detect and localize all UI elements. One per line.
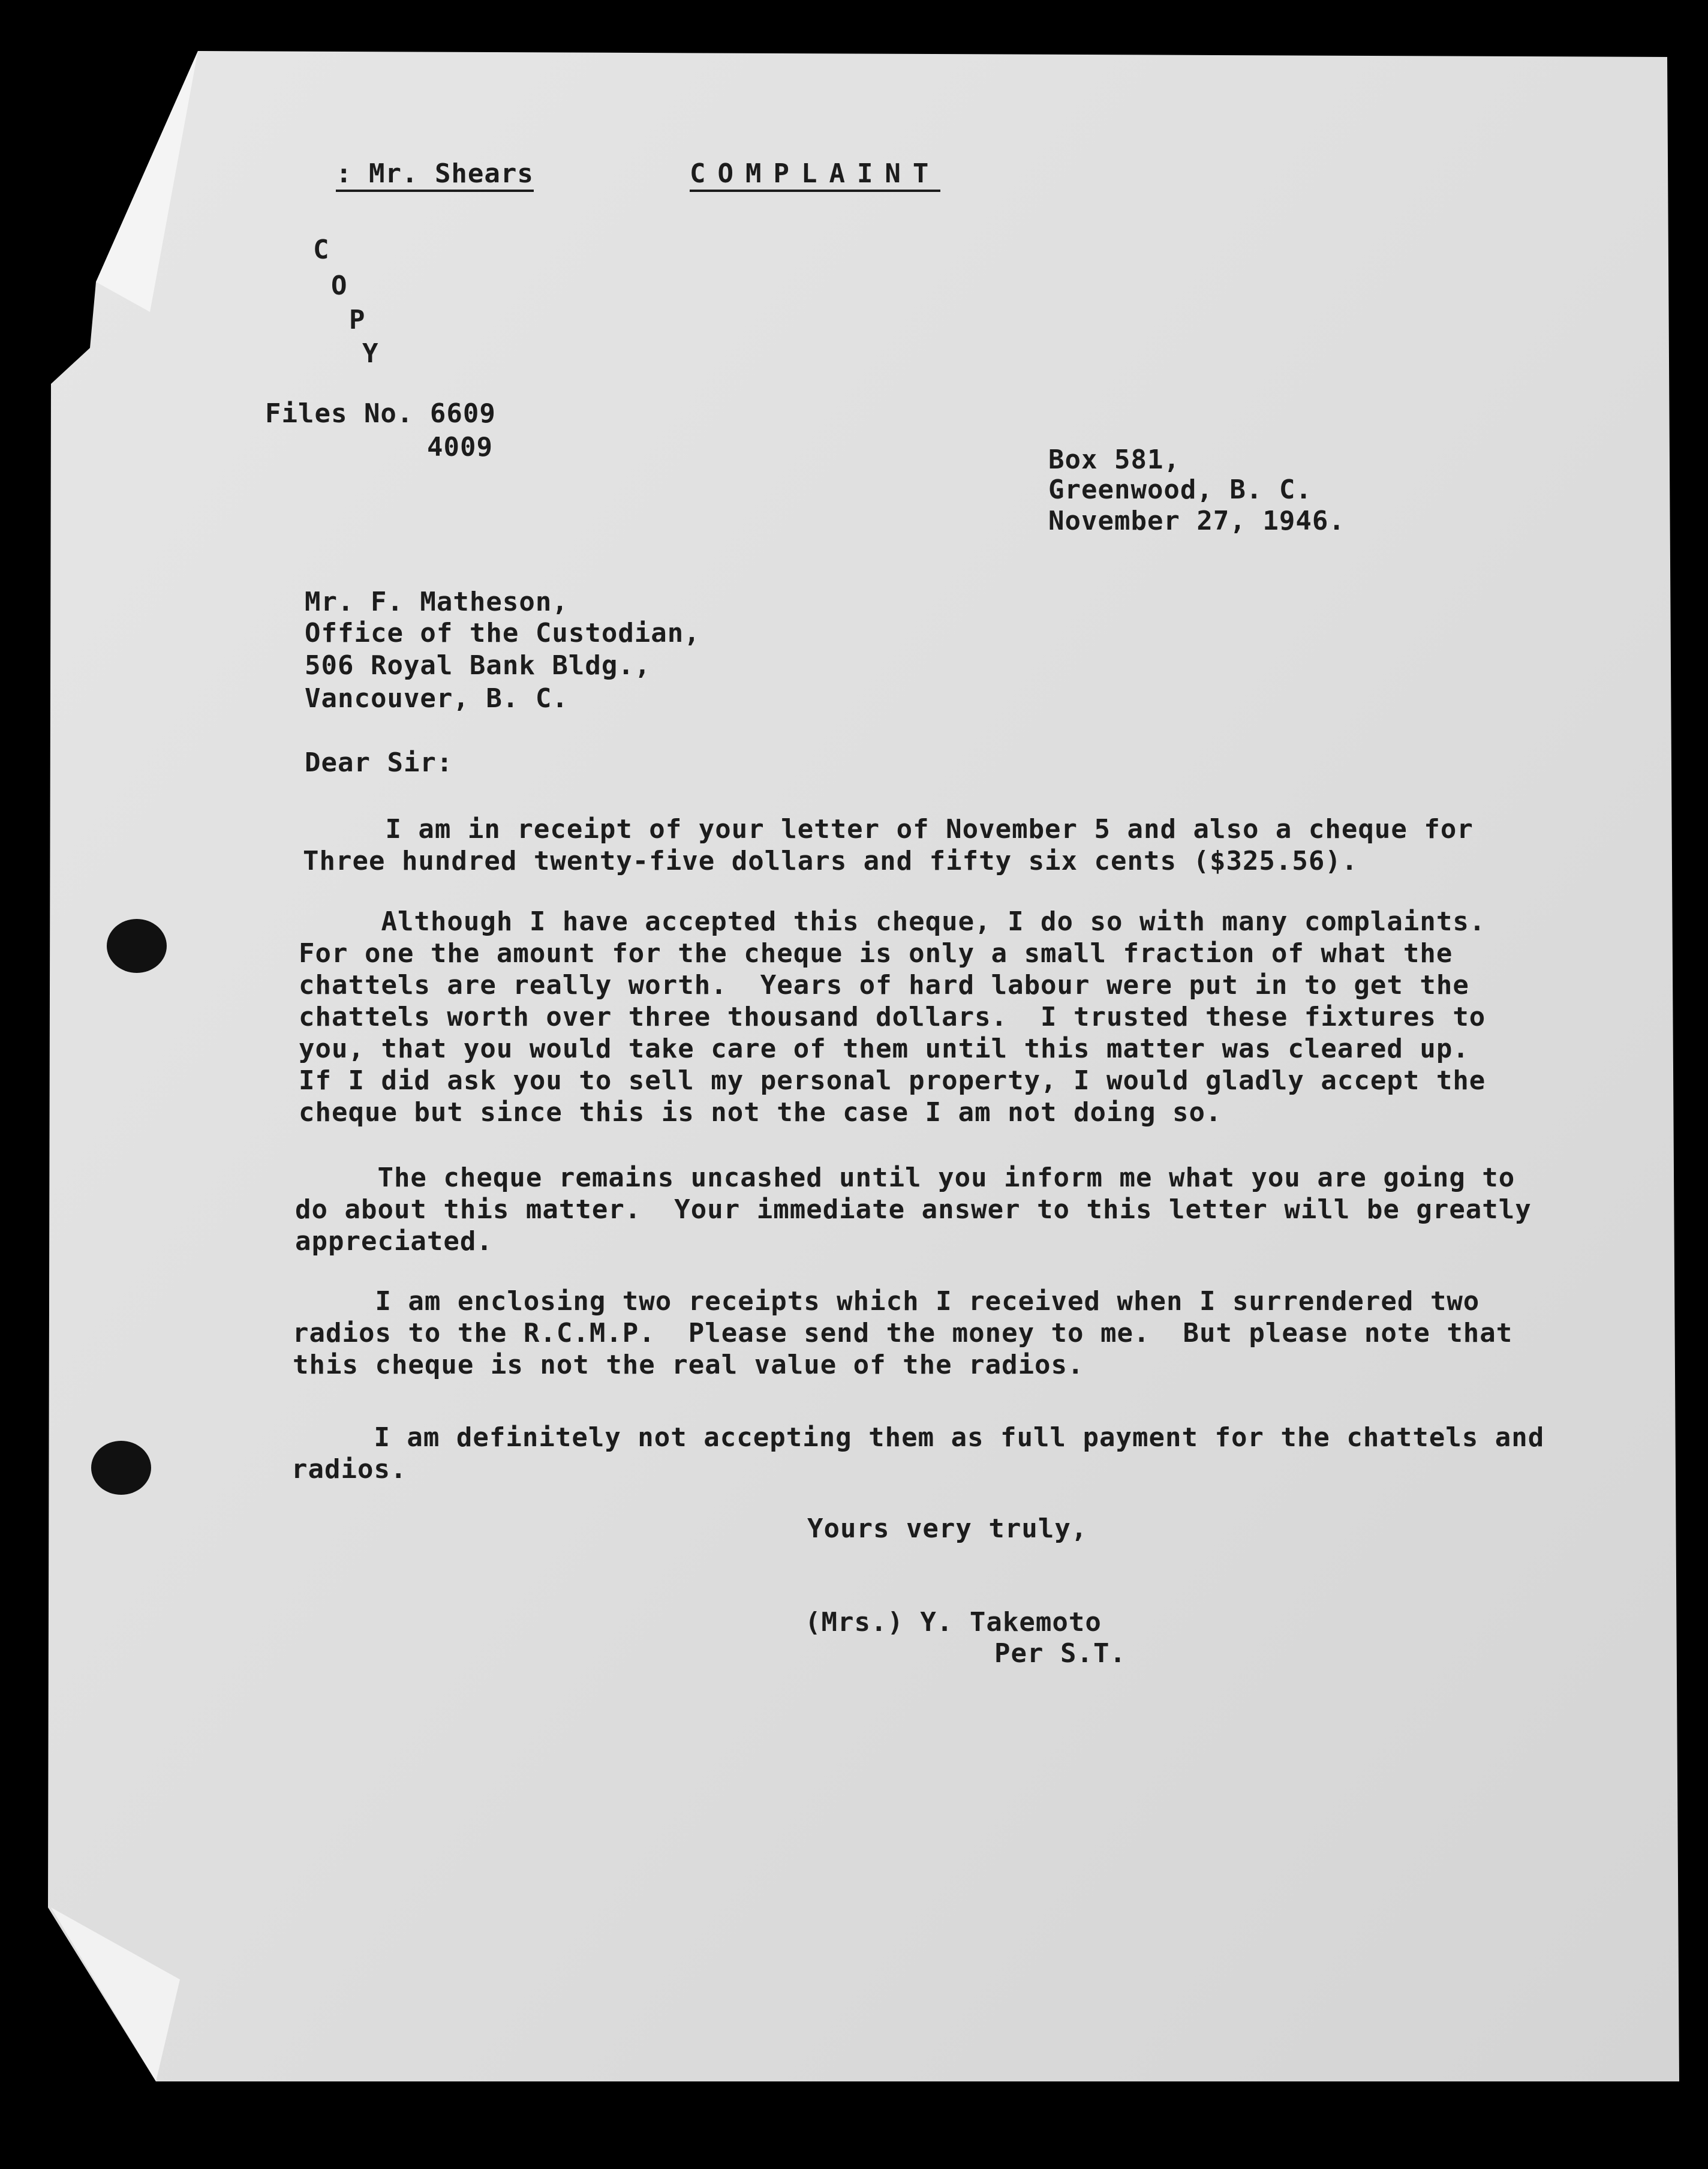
signature-name: (Mrs.) Y. Takemoto: [805, 1607, 1102, 1638]
letter-date: November 27, 1946.: [1048, 506, 1345, 536]
body-paragraph-3: The cheque remains uncashed until you inform me what you are going to do about this matter. Your immediate answer to this letter will be greatly appreciated.: [295, 1162, 1532, 1257]
copy-letter-y: Y: [362, 338, 379, 369]
salutation: Dear Sir:: [305, 747, 453, 778]
sender-town: Greenwood, B. C.: [1048, 474, 1312, 505]
copy-letter-o: O: [331, 271, 348, 301]
body-paragraph-4: I am enclosing two receipts which I received when I surrendered two radios to the R.C.M.P. Please send the money to me. But please note that this cheque is not the real value of the radios.: [293, 1286, 1513, 1380]
signature-per: Per S.T.: [994, 1638, 1126, 1669]
recipient-building: 506 Royal Bank Bldg.,: [305, 650, 651, 681]
body-paragraph-5: I am definitely not accepting them as full payment for the chattels and radios.: [291, 1422, 1545, 1485]
valediction: Yours very truly,: [807, 1513, 1088, 1544]
document-title: COMPLAINT: [690, 161, 940, 192]
files-number-secondary: 4009: [427, 432, 493, 462]
recipient-name: Mr. F. Matheson,: [305, 587, 569, 617]
recipient-office: Office of the Custodian,: [305, 618, 700, 648]
copy-letter-p: P: [349, 305, 366, 335]
files-number: Files No. 6609: [265, 398, 496, 429]
copy-letter-c: C: [313, 235, 330, 265]
body-paragraph-1: I am in receipt of your letter of November 5 and also a cheque for Three hundred twenty-five dollars and fifty six cents ($325.56).: [303, 814, 1474, 876]
recipient-city: Vancouver, B. C.: [305, 683, 569, 714]
addressee-note: : Mr. Shears: [336, 161, 534, 192]
body-paragraph-2: Although I have accepted this cheque, I do so with many complaints. For one the amount for the cheque is only a small fraction of what the chattels are really worth. Years of hard labour were put in to get the chattels worth over three thousand dollars. I trusted these fixtures to you, that you would take care of them until this matter was cleared up. If I did ask you to sell my personal property, I would gladly accept the cheque but since this is not the case I am not doing so.: [299, 906, 1486, 1128]
sender-box: Box 581,: [1048, 444, 1180, 475]
